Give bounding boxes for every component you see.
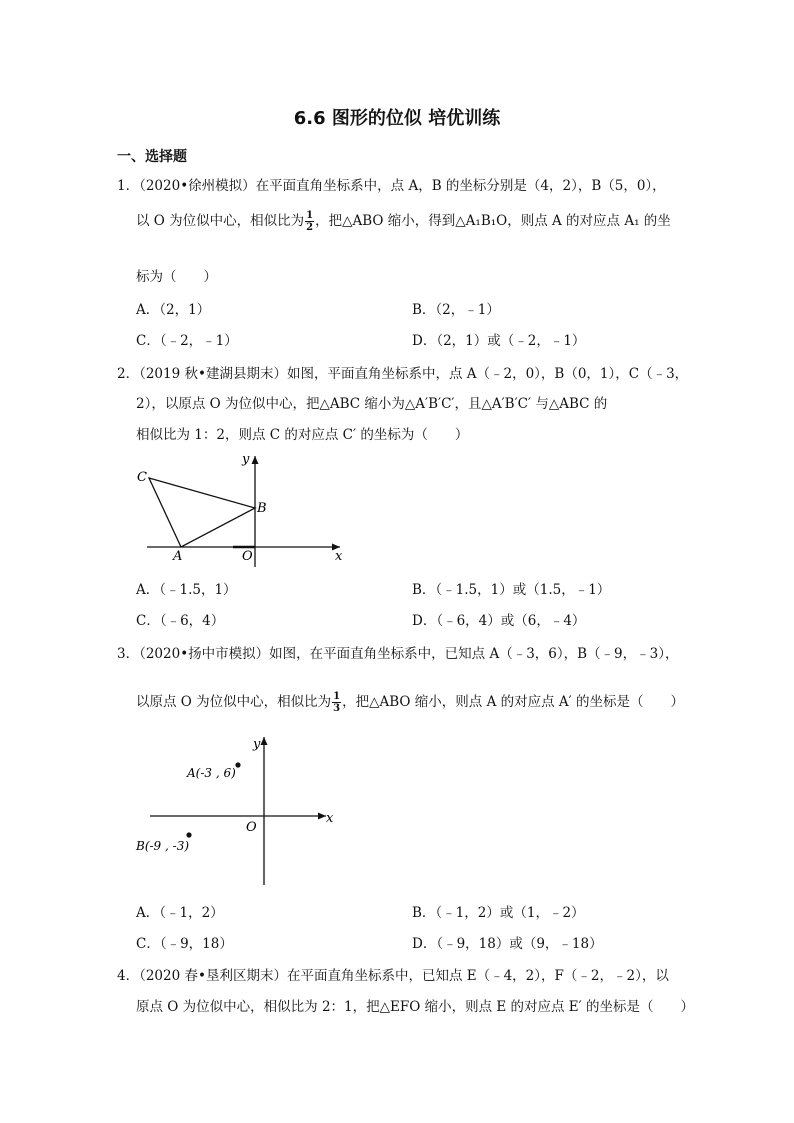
q1-option-c[interactable]: C．（﹣2，﹣1） [136,333,238,349]
section-heading: 一、选择题 [117,149,187,165]
q1-fraction-num: 1 [306,210,314,221]
q3-point-b [186,832,191,837]
q3-point-a [235,762,240,767]
page-title: 6.6 图形的位似 培优训练 [293,108,501,129]
q3-label-y: y [253,737,261,752]
q2-line-3: 相似比为 1：2，则点 C 的对应点 C′ 的坐标为（ ） [136,427,469,443]
q1-line-3: 标为（ ） [136,269,217,285]
q1-option-b[interactable]: B．（2，﹣1） [412,302,500,318]
q2-line-1: 2．（2019 秋•建湖县期末）如图，平面直角坐标系中，点 A（﹣2，0），B（0，1），C（﹣3， [117,366,689,382]
q2-option-c[interactable]: C．（﹣6，4） [136,613,225,629]
q3-fraction-den: 3 [333,703,341,714]
q3-fraction-num: 1 [333,691,341,702]
q2-label-y: y [242,452,250,467]
q4-line-2: 原点 O 为位似中心，相似比为 2：1，把△EFO 缩小，则点 E 的对应点 E′ 的坐标是（ ） [136,999,695,1015]
q3-line-2-a: 以原点 O 为位似中心，相似比为 [136,694,332,710]
q3-label-x: x [326,811,334,826]
q1-line-2-a: 以 O 为位似中心，相似比为 [136,213,305,229]
q3-option-a[interactable]: A．（﹣1，2） [136,905,224,921]
q2-label-o: O [242,549,253,564]
q3-y-arrow-icon [261,737,268,745]
q1-option-d[interactable]: D．（2，1）或（﹣2，﹣1） [412,333,586,349]
q2-label-c: C [137,470,147,485]
q1-fraction-den: 2 [306,222,314,233]
q2-option-d[interactable]: D．（﹣6，4）或（6，﹣4） [412,613,586,629]
q2-option-b[interactable]: B．（﹣1.5，1）或（1.5，﹣1） [412,582,611,598]
q3-x-arrow-icon [318,813,326,820]
q2-label-b: B [257,501,267,516]
q3-option-d[interactable]: D．（﹣9，18）或（9，﹣18） [412,936,603,952]
q2-line-2: 2），以原点 O 为位似中心，把△ABC 缩小为△A′B′C′，且△A′B′C′ 与△ABC 的 [136,396,608,412]
q3-label-a: A(-3 , 6) [187,766,236,780]
q1-line-2-b: ，把△ABO 缩小，得到△A₁B₁O，则点 A 的对应点 A₁ 的坐 [315,213,671,229]
q2-label-a: A [173,549,183,564]
q3-line-2-b: ，把△ABO 缩小，则点 A 的对应点 A′ 的坐标是（ ） [342,694,685,710]
q3-option-b[interactable]: B．（﹣1，2）或（1，﹣2） [412,905,585,921]
q2-label-x: x [335,549,343,564]
q3-label-b: B(-9 , -3) [136,839,190,853]
q3-label-o: O [246,820,257,835]
q2-option-a[interactable]: A．（﹣1.5，1） [136,582,237,598]
q1-line-1: 1．（2020•徐州模拟）在平面直角坐标系中，点 A，B 的坐标分别是（4，2），B（5，0）， [117,178,666,194]
q3-option-c[interactable]: C．（﹣9，18） [136,936,233,952]
q4-line-1: 4．（2020 春•垦利区期末）在平面直角坐标系中，已知点 E（﹣4，2），F（﹣2，﹣2），以 [117,968,669,984]
q1-option-a[interactable]: A．（2，1） [136,302,211,318]
q3-line-1: 3．（2020•扬中市模拟）如图，在平面直角坐标系中，已知点 A（﹣3，6），B（﹣9，﹣3）， [117,646,679,662]
